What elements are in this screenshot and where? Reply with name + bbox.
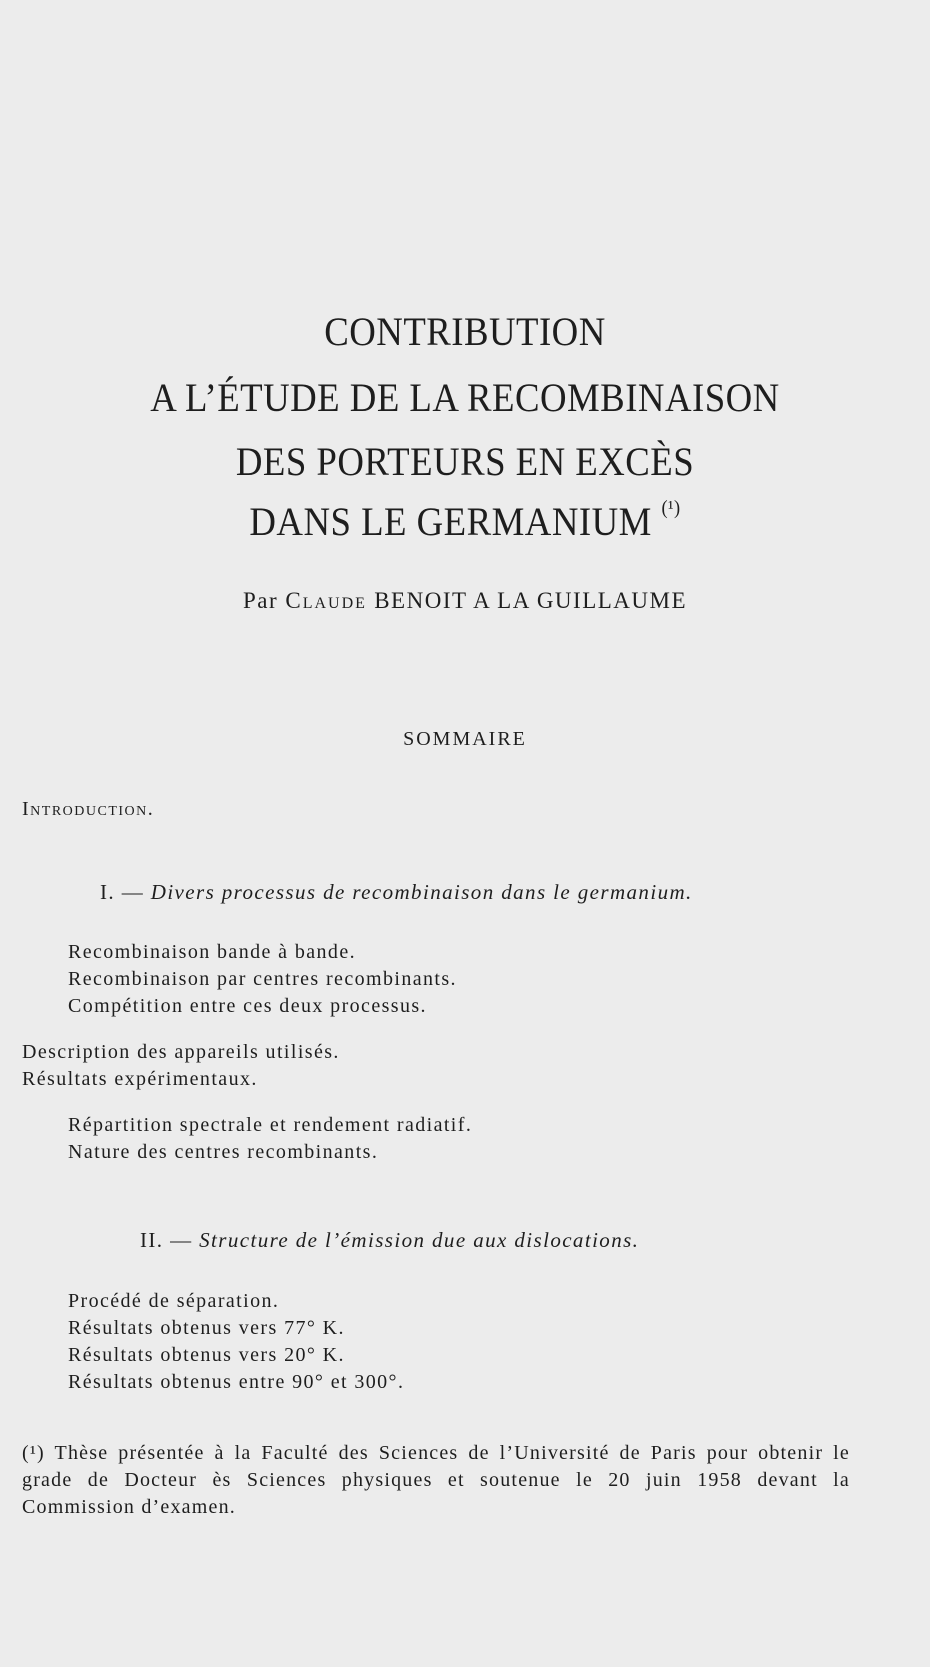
part-2-number: II. —: [140, 1228, 193, 1252]
author-first-name: Claude: [285, 588, 367, 613]
title-line-4: [37, 497, 893, 544]
toc-item: Recombinaison par centres recombinants.: [68, 968, 457, 990]
title-line-3: DES PORTEURS EN EXCÈS: [235, 439, 695, 484]
footnote: [22, 1440, 850, 1521]
title-footnote-mark: (¹): [661, 497, 681, 519]
title-line-4-text: DANS LE GERMANIUM: [249, 499, 652, 544]
toc-item: Résultats obtenus entre 90° et 300°.: [68, 1371, 405, 1393]
toc-item: Recombinaison bande à bande.: [68, 941, 357, 963]
toc-part-1-heading: [100, 882, 693, 903]
toc-item: Résultats obtenus vers 77° K.: [68, 1317, 345, 1339]
part-1-title: Divers processus de recombinaison dans le germanium.: [150, 880, 693, 904]
author-last-name: BENOIT A LA GUILLAUME: [374, 588, 688, 613]
footnote-mark: (¹): [22, 1442, 45, 1464]
author-line: [0, 588, 930, 614]
toc-item: Procédé de séparation.: [68, 1290, 280, 1312]
footnote-text: Thèse présentée à la Faculté des Sciences de l’Université de Paris pour obtenir le grade de Docteur ès Sciences physiques et soutenue le 20 juin 1958 devant la Commission d’examen.: [22, 1442, 850, 1518]
sommaire-heading: SOMMAIRE: [403, 728, 527, 750]
title-line-2: A L’ÉTUDE DE LA RECOMBINAISON: [150, 375, 780, 420]
toc-item: Résultats expérimentaux.: [22, 1068, 258, 1090]
part-2-title: Structure de l’émission due aux dislocations.: [199, 1228, 640, 1252]
author-prefix: Par: [242, 588, 279, 613]
toc-introduction: Introduction.: [22, 798, 155, 820]
toc-item: Description des appareils utilisés.: [22, 1041, 340, 1063]
part-1-number: I. —: [100, 880, 145, 904]
toc-item: Compétition entre ces deux processus.: [68, 995, 427, 1017]
title-line-1: CONTRIBUTION: [324, 309, 606, 354]
toc-item: Répartition spectrale et rendement radiatif.: [68, 1114, 473, 1136]
toc-item: Nature des centres recombinants.: [68, 1141, 379, 1163]
toc-part-2-heading: [140, 1230, 639, 1251]
toc-item: Résultats obtenus vers 20° K.: [68, 1344, 345, 1366]
